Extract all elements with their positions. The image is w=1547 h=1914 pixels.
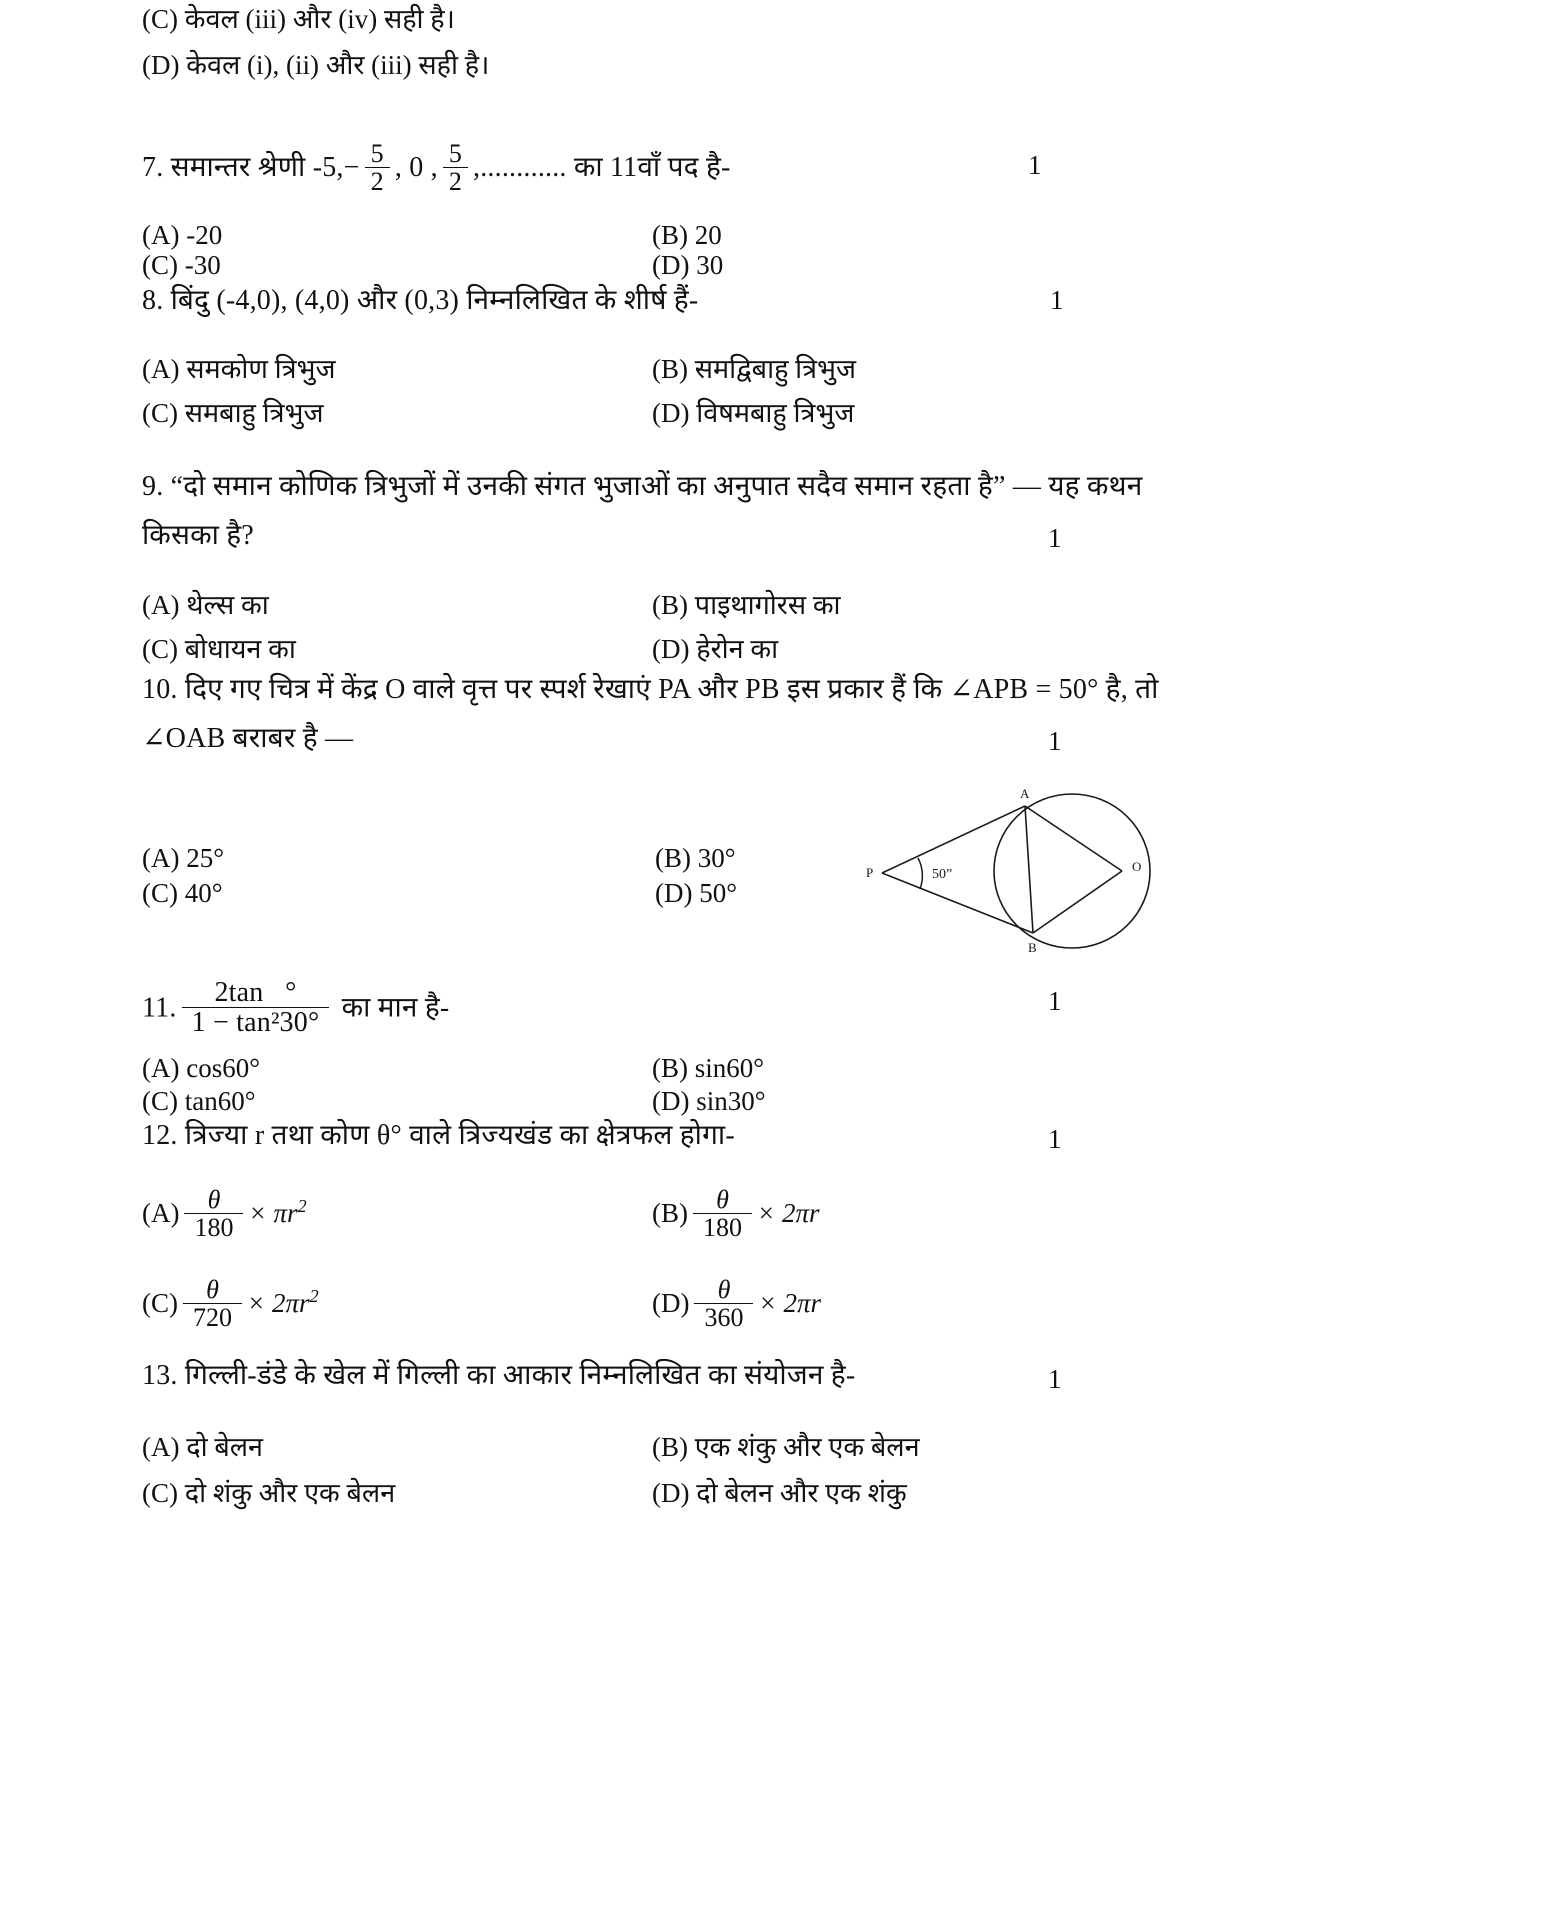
question-10-option-a — [142, 845, 224, 872]
fraction-denominator: 180 — [184, 1213, 243, 1241]
option-expression: × 2πr — [247, 1288, 310, 1318]
option-label: (D) — [652, 634, 690, 664]
question-7-option-a — [142, 222, 222, 249]
fraction-neg-five-halves — [365, 140, 390, 196]
option-label: (C) — [142, 1288, 178, 1318]
fraction-numerator: θ — [207, 1185, 221, 1214]
fraction-denominator: 720 — [183, 1303, 242, 1331]
option-text: 50° — [699, 878, 738, 908]
minus-sign: − — [343, 152, 360, 184]
option-exponent: 2 — [309, 1286, 319, 1306]
question-text: त्रिज्या r तथा कोण θ° वाले त्रिज्यखंड का क्षेत्रफल होगा- — [184, 1120, 735, 1151]
question-number: 7. — [142, 152, 164, 184]
numerator-tan-text: 2tan — [214, 977, 264, 1008]
option-text: विषमबाहु त्रिभुज — [696, 398, 855, 428]
question-10-option-b — [655, 845, 736, 872]
question-9-stem-line2: किसका है? — [142, 520, 254, 551]
question-13-option-c — [142, 1480, 395, 1507]
option-expression: × 2πr — [758, 1288, 821, 1318]
option-text: दो बेलन और एक शंकु — [696, 1478, 907, 1508]
question-13-option-b — [652, 1434, 920, 1461]
option-text: 30° — [697, 843, 736, 873]
question-10-option-d — [655, 880, 737, 907]
numerator-degree-symbol: ° — [285, 977, 297, 1008]
fraction-denominator: 180 — [693, 1213, 752, 1241]
question-8-option-b — [652, 356, 856, 383]
question-8-option-c — [142, 400, 324, 427]
option-label: (B) — [652, 1198, 688, 1228]
question-number: 13. — [142, 1360, 178, 1391]
fraction-theta-over-180 — [693, 1186, 752, 1242]
option-text: cos60° — [186, 1053, 261, 1083]
fraction-theta-over-720 — [183, 1276, 242, 1332]
fraction-theta-over-360 — [694, 1276, 753, 1332]
question-text: बिंदु (-4,0), (4,0) और (0,3) निम्नलिखित के शीर्ष हैं- — [170, 285, 699, 316]
question-11-option-c — [142, 1088, 256, 1115]
question-12-option-a — [142, 1185, 307, 1244]
option-text: थेल्स का — [186, 590, 269, 620]
question-text: गिल्ली-डंडे के खेल में गिल्ली का आकार निम्नलिखित का संयोजन है- — [184, 1360, 856, 1391]
question-12-marks: 1 — [1048, 1124, 1062, 1154]
question-13-stem — [142, 1362, 855, 1390]
fraction-numerator: θ — [716, 1185, 729, 1214]
option-text: -30 — [184, 250, 221, 280]
option-exponent: 2 — [297, 1196, 307, 1216]
question-number: 9. — [142, 471, 164, 502]
question-7-option-b — [652, 222, 722, 249]
option-text: समबाहु त्रिभुज — [184, 398, 324, 428]
question-number: 12. — [142, 1120, 178, 1151]
question-number: 8. — [142, 285, 164, 316]
question-number: 10. — [142, 674, 178, 705]
option-text: 30 — [696, 250, 724, 280]
question-8-stem — [142, 287, 698, 315]
option-label: (C) — [142, 1478, 178, 1508]
question-8-option-a — [142, 356, 336, 383]
question-10-stem-line1 — [142, 676, 1159, 704]
question-10-marks: 1 — [1048, 726, 1062, 756]
question-number: 11. — [142, 992, 177, 1024]
question-text: दिए गए चित्र में केंद्र O वाले वृत्त पर स्पर्श रेखाएं PA और PB इस प्रकार हैं कि ∠APB = 50° है, तो — [184, 674, 1159, 705]
label-B: B — [1028, 940, 1037, 955]
option-text: केवल (i), (ii) और (iii) सही है। — [186, 50, 490, 80]
question-7-option-c — [142, 252, 221, 279]
option-label: (C) — [142, 398, 178, 428]
option-text: 20 — [694, 220, 722, 250]
option-text: पाइथागोरस का — [694, 590, 841, 620]
question-12-option-c — [142, 1275, 319, 1334]
option-label: (B) — [652, 1432, 688, 1462]
question-11-stem — [142, 977, 450, 1040]
question-text-mid: , 0 , — [394, 152, 438, 184]
option-text: समकोण त्रिभुज — [186, 354, 336, 384]
option-text: दो शंकु और एक बेलन — [184, 1478, 396, 1508]
option-text: दो बेलन — [186, 1432, 264, 1462]
question-12-option-b — [652, 1185, 820, 1244]
option-expression: × πr — [248, 1198, 298, 1228]
question-13-option-d — [652, 1480, 907, 1507]
option-label: (C) — [142, 878, 178, 908]
question-7-marks: 1 — [1028, 150, 1042, 180]
option-label: (C) — [142, 634, 178, 664]
fraction-denominator: 2 — [365, 167, 390, 195]
question-9-option-c — [142, 636, 296, 663]
carryover-option-c — [142, 6, 455, 33]
option-text: केवल (iii) और (iv) सही है। — [184, 4, 455, 34]
question-11-option-b — [652, 1055, 764, 1082]
question-9-marks: 1 — [1048, 523, 1062, 553]
option-label: (A) — [142, 590, 180, 620]
option-text: -20 — [186, 220, 223, 250]
option-label: (D) — [655, 878, 693, 908]
angle-label-50: 50” — [932, 867, 953, 882]
question-11-option-d — [652, 1088, 766, 1115]
question-9-option-b — [652, 592, 841, 619]
question-12-option-d — [652, 1275, 821, 1334]
option-text: 25° — [186, 843, 225, 873]
question-12-stem — [142, 1122, 735, 1150]
question-10-stem-line2: ∠OAB बराबर है — — [142, 723, 354, 754]
option-label: (D) — [652, 1288, 690, 1318]
question-text: “दो समान कोणिक त्रिभुजों में उनकी संगत भुजाओं का अनुपात सदैव समान रहता है” — यह कथन — [170, 471, 1143, 502]
option-label: (C) — [142, 1086, 178, 1116]
question-9-option-a — [142, 592, 269, 619]
label-A: A — [1020, 786, 1030, 801]
question-9-option-d — [652, 636, 778, 663]
question-8-marks: 1 — [1050, 285, 1064, 315]
fraction-numerator: 5 — [370, 139, 384, 168]
question-7-stem — [142, 139, 731, 198]
fraction-numerator: θ — [717, 1275, 731, 1304]
option-label: (B) — [652, 220, 688, 250]
option-text: समद्विबाहु त्रिभुज — [694, 354, 857, 384]
question-8-option-d — [652, 400, 854, 427]
question-11-option-a — [142, 1055, 260, 1082]
question-text-post: का मान है- — [341, 992, 450, 1024]
option-label: (A) — [142, 1432, 180, 1462]
option-label: (C) — [142, 4, 178, 34]
option-label: (A) — [142, 220, 180, 250]
option-label: (B) — [652, 590, 688, 620]
label-O: O — [1132, 859, 1142, 874]
fraction-denominator: 1 − tan²30° — [182, 1007, 330, 1037]
option-label: (D) — [652, 1478, 690, 1508]
option-label: (D) — [652, 398, 690, 428]
option-text: 40° — [184, 878, 223, 908]
option-label: (B) — [655, 843, 691, 873]
fraction-numerator — [204, 978, 306, 1007]
question-text-post: ,............ का 11वाँ पद है- — [473, 152, 731, 184]
fraction-denominator: 360 — [694, 1303, 753, 1331]
question-11-marks: 1 — [1048, 986, 1062, 1016]
fraction-theta-over-180 — [184, 1186, 243, 1242]
option-label: (A) — [142, 1198, 180, 1228]
label-P: P — [866, 865, 874, 880]
question-13-option-a — [142, 1434, 263, 1461]
option-text: tan60° — [184, 1086, 256, 1116]
option-label: (A) — [142, 354, 180, 384]
fraction-five-halves — [443, 140, 468, 196]
option-text: एक शंकु और एक बेलन — [694, 1432, 920, 1462]
option-text: sin30° — [696, 1086, 766, 1116]
option-label: (B) — [652, 354, 688, 384]
carryover-option-d — [142, 52, 489, 79]
fraction-denominator: 2 — [443, 167, 468, 195]
option-label: (A) — [142, 843, 180, 873]
question-13-marks: 1 — [1048, 1364, 1062, 1394]
option-expression: × 2πr — [757, 1198, 820, 1228]
question-9-stem-line1 — [142, 473, 1142, 501]
question-text: समान्तर श्रेणी -5, — [170, 152, 344, 184]
option-label: (D) — [142, 50, 180, 80]
circle-tangent-figure — [860, 778, 1190, 963]
question-7-option-d — [652, 252, 723, 279]
option-label: (C) — [142, 250, 178, 280]
option-text: हेरोन का — [696, 634, 779, 664]
fraction-tan-expression — [182, 978, 330, 1038]
option-label: (D) — [652, 1086, 690, 1116]
option-label: (D) — [652, 250, 690, 280]
option-label: (A) — [142, 1053, 180, 1083]
option-text: बोधायन का — [184, 634, 296, 664]
option-label: (B) — [652, 1053, 688, 1083]
option-text: sin60° — [694, 1053, 765, 1083]
fraction-numerator: θ — [206, 1275, 219, 1304]
question-10-option-c — [142, 880, 223, 907]
fraction-numerator: 5 — [448, 139, 463, 168]
